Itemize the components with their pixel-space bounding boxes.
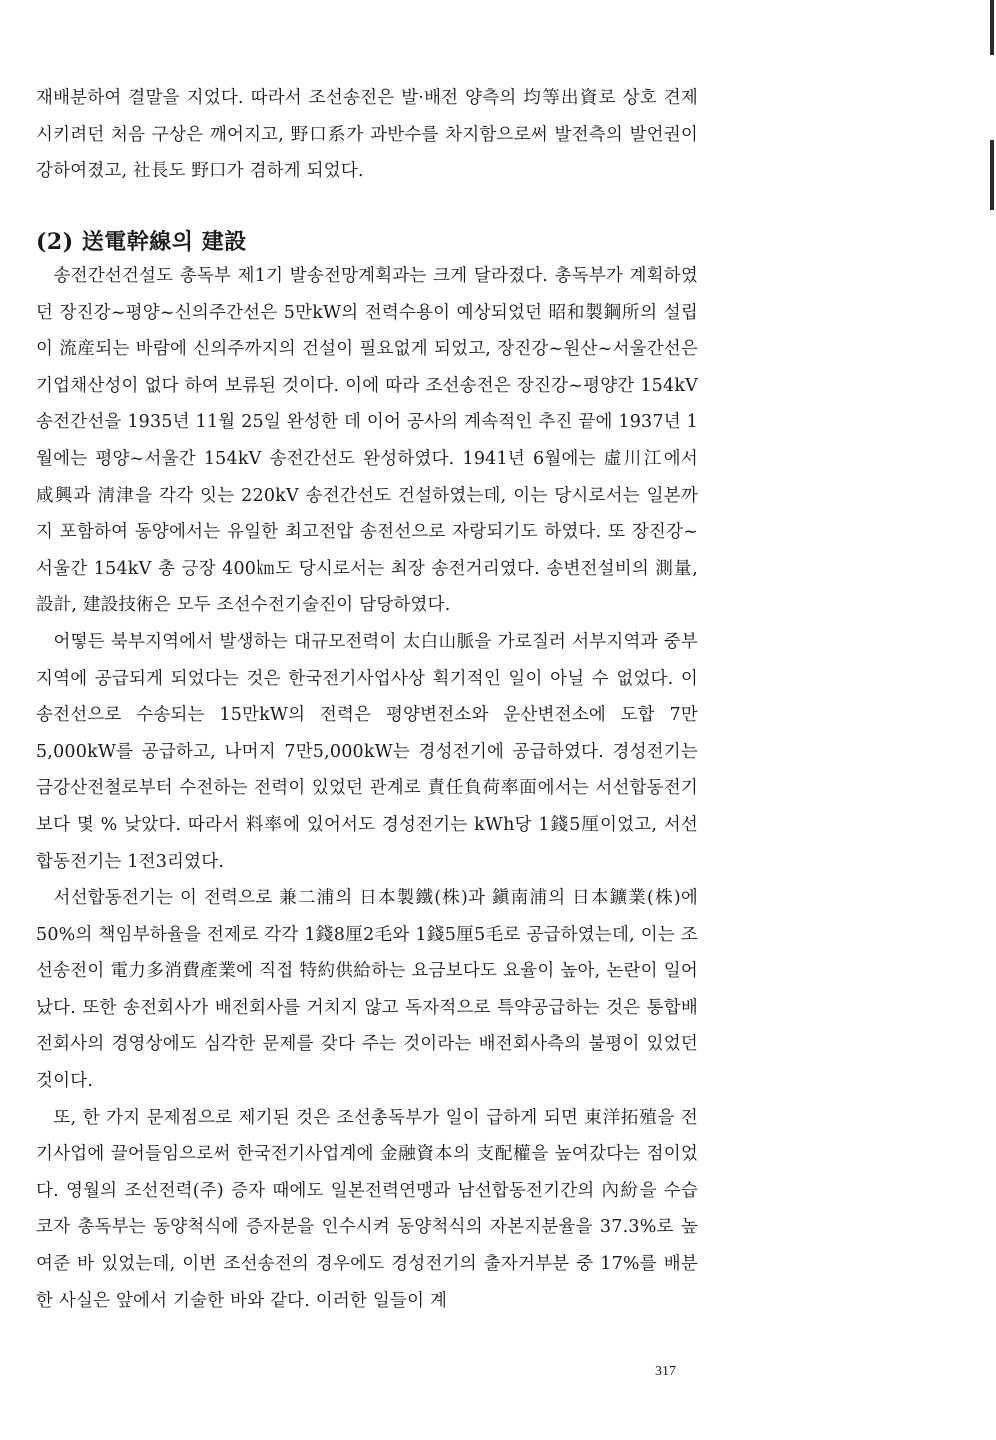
section-body bbox=[36, 258, 698, 1319]
intro-text bbox=[36, 80, 698, 190]
page-number: 317 bbox=[655, 1364, 676, 1379]
body-paragraph: 어떻든 북부지역에서 발생하는 대규모전력이 太白山脈을 가로질러 서부지역과 중부지역에 공급되게 되었다는 것은 한국전기사업사상 획기적인 일이 아닐 수 없었다. 이 송전선으로 수송되는 15만kW의 전력은 평양변전소와 운산변전소에 도합 7만5,000kW를 공급하고, 나머지 7만5,000kW는 경성전기에 공급하였다. 경성전기는 금강산전철로부터 수전하는 전력이 있었던 관계로 責任負荷率面에서는 서선합동전기보다 몇 % 낮았다. 따라서 料率에 있어서도 경성전기는 kWh당 1錢5厘이었고, 서선합동전기는 1전3리였다. bbox=[36, 631, 698, 872]
section-heading: (2) 送電幹線의 建設 bbox=[36, 229, 247, 255]
scan-edge-mark bbox=[990, 0, 994, 55]
body-paragraph: 송전간선건설도 총독부 제1기 발송전망계획과는 크게 달라졌다. 총독부가 계획하였던 장진강~평양~신의주간선은 5만kW의 전력수용이 예상되었던 昭和製鋼所의 설립이 流産되는 바람에 신의주까지의 건설이 필요없게 되었고, 장진강~원산~서울간선은 기업채산성이 없다 하여 보류된 것이다. 이에 따라 조선송전은 장진강~평양간 154kV 송전간선을 1935년 11월 25일 완성한 데 이어 공사의 계속적인 추진 끝에 1937년 1월에는 평양~서울간 154kV 송전간선도 완성하였다. 1941년 6월에는 虛川江에서 咸興과 淸津을 각각 잇는 220kV 송전간선도 건설하였는데, 이는 당시로서는 일본까지 포함하여 동양에서는 유일한 최고전압 송전선으로 자랑되기도 하였다. 또 장진강~서울간 154kV 총 긍장 400㎞도 당시로서는 최장 송전거리였다. 송변전설비의 測量, 設計, 建設技術은 모두 조선수전기술진이 담당하였다. bbox=[36, 266, 698, 616]
body-paragraph: 서선합동전기는 이 전력으로 兼二浦의 日本製鐵(株)과 鎭南浦의 日本鑛業(株)에 50%의 책임부하율을 전제로 각각 1錢8厘2毛와 1錢5厘5毛로 공급하였는데, 이는 조선송전이 電力多消費產業에 직접 特約供給하는 요금보다도 요율이 높아, 논란이 일어났다. 또한 송전회사가 배전회사를 거치지 않고 독자적으로 특약공급하는 것은 통합배전회사의 경영상에도 심각한 문제를 갖다 주는 것이라는 배전회사측의 불평이 있었던 것이다. bbox=[36, 888, 698, 1092]
intro-paragraph: 재배분하여 결말을 지었다. 따라서 조선송전은 발·배전 양측의 均等出資로 상호 견제시키려던 처음 구상은 깨어지고, 野口系가 과반수를 차지함으로써 발전측의 발언권이 강하여졌고, 社長도 野口가 겸하게 되었다. bbox=[36, 88, 698, 182]
body-paragraph: 또, 한 가지 문제점으로 제기된 것은 조선총독부가 일이 급하게 되면 東洋拓殖을 전기사업에 끌어들임으로써 한국전기사업계에 金融資本의 支配權을 높여갔다는 점이었다. 영월의 조선전력(주) 증자 때에도 일본전력연맹과 남선합동전기간의 內紛을 수습코자 총독부는 동양척식에 증자분을 인수시켜 동양척식의 자본지분율을 37.3%로 높여준 바 있었는데, 이번 조선송전의 경우에도 경성전기의 출자거부분 중 17%를 배분한 사실은 앞에서 기술한 바와 같다. 이러한 일들이 계 bbox=[36, 1107, 698, 1311]
scan-edge-mark bbox=[990, 140, 994, 210]
